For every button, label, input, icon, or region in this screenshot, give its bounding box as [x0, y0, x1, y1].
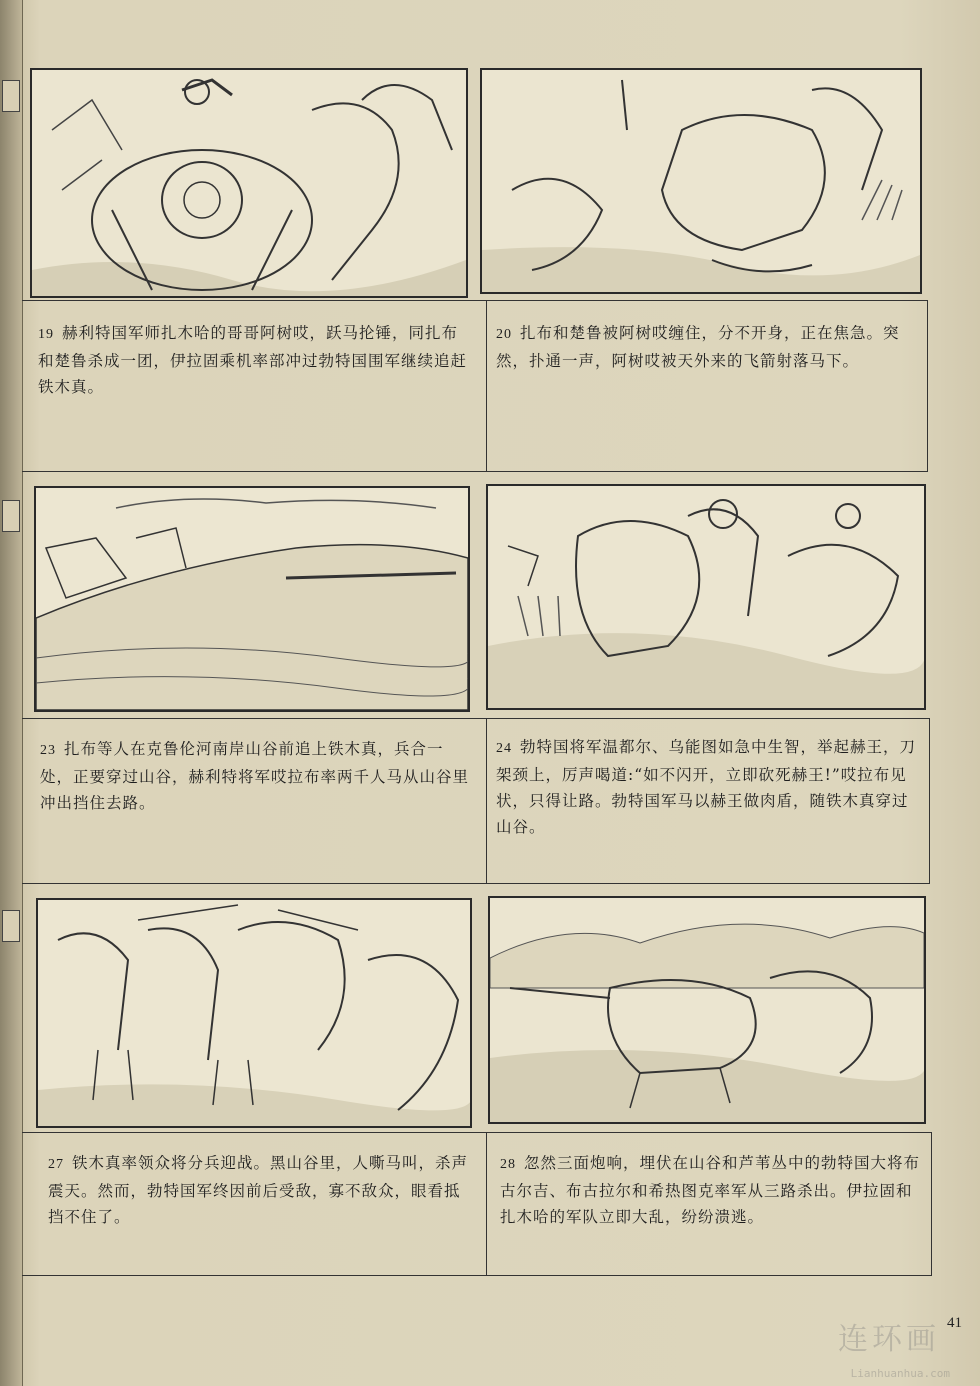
- gutter-tab: [2, 500, 20, 532]
- panel-27-illustration: [36, 898, 472, 1128]
- gutter-tab: [2, 80, 20, 112]
- page-number: 41: [947, 1315, 962, 1331]
- panel-20-illustration: [480, 68, 922, 294]
- caption-19: [38, 320, 468, 400]
- caption-24: [496, 734, 918, 840]
- caption-number: 28: [500, 1157, 516, 1172]
- caption-text: 赫利特国军师扎木哈的哥哥阿树哎，跃马抡锤，同扎布和楚鲁杀成一团，伊拉固乘机率部冲过勃特国围军继续追赶铁木真。: [38, 324, 468, 396]
- panel-19-illustration: [30, 68, 468, 298]
- battle-illustration-28: [490, 898, 924, 1122]
- caption-23: [40, 736, 470, 816]
- caption-text: 忽然三面炮响，埋伏在山谷和芦苇丛中的勃特国大将布古尔吉、布古拉尔和希热图克率军从三路杀出。伊拉固和扎木哈的军队立即大乱，纷纷溃逃。: [500, 1154, 921, 1226]
- site-watermark: 连环画: [838, 1322, 940, 1357]
- caption-28: [500, 1150, 920, 1230]
- caption-20: [496, 320, 916, 374]
- battle-illustration-24: [488, 486, 924, 708]
- caption-number: 24: [496, 741, 512, 756]
- caption-number: 27: [48, 1157, 64, 1172]
- landscape-illustration-23: [36, 488, 468, 710]
- gutter-tab: [2, 910, 20, 942]
- caption-text: 勃特国将军温都尔、乌能图如急中生智，举起赫王，刀架颈上，厉声喝道:“如不闪开，立即砍死赫王!”哎拉布见状，只得让路。勃特国军马以赫王做肉盾，随铁木真穿过山谷。: [496, 738, 917, 836]
- panel-28-illustration: [488, 896, 926, 1124]
- panel-24-illustration: [486, 484, 926, 710]
- caption-number: 20: [496, 327, 512, 342]
- panel-23-illustration: [34, 486, 470, 712]
- caption-text: 扎布和楚鲁被阿树哎缠住，分不开身，正在焦急。突然，扑通一声，阿树哎被天外来的飞箭射落马下。: [496, 324, 900, 370]
- battle-illustration-27: [38, 900, 470, 1126]
- caption-number: 19: [38, 327, 54, 342]
- caption-text: 铁木真率领众将分兵迎战。黑山谷里，人嘶马叫，杀声震天。然而，勃特国军终因前后受敌，寡不敌众，眼看抵挡不住了。: [48, 1154, 469, 1226]
- battle-illustration-20: [482, 70, 920, 292]
- caption-27: [48, 1150, 474, 1230]
- caption-text: 扎布等人在克鲁伦河南岸山谷前追上铁木真，兵合一处，正要穿过山谷，赫利特将军哎拉布率两千人马从山谷里冲出挡住去路。: [40, 740, 470, 812]
- site-watermark-url: Lianhuanhua.com: [850, 1367, 950, 1380]
- battle-illustration-19: [32, 70, 466, 296]
- book-gutter: [0, 0, 23, 1386]
- caption-number: 23: [40, 743, 56, 758]
